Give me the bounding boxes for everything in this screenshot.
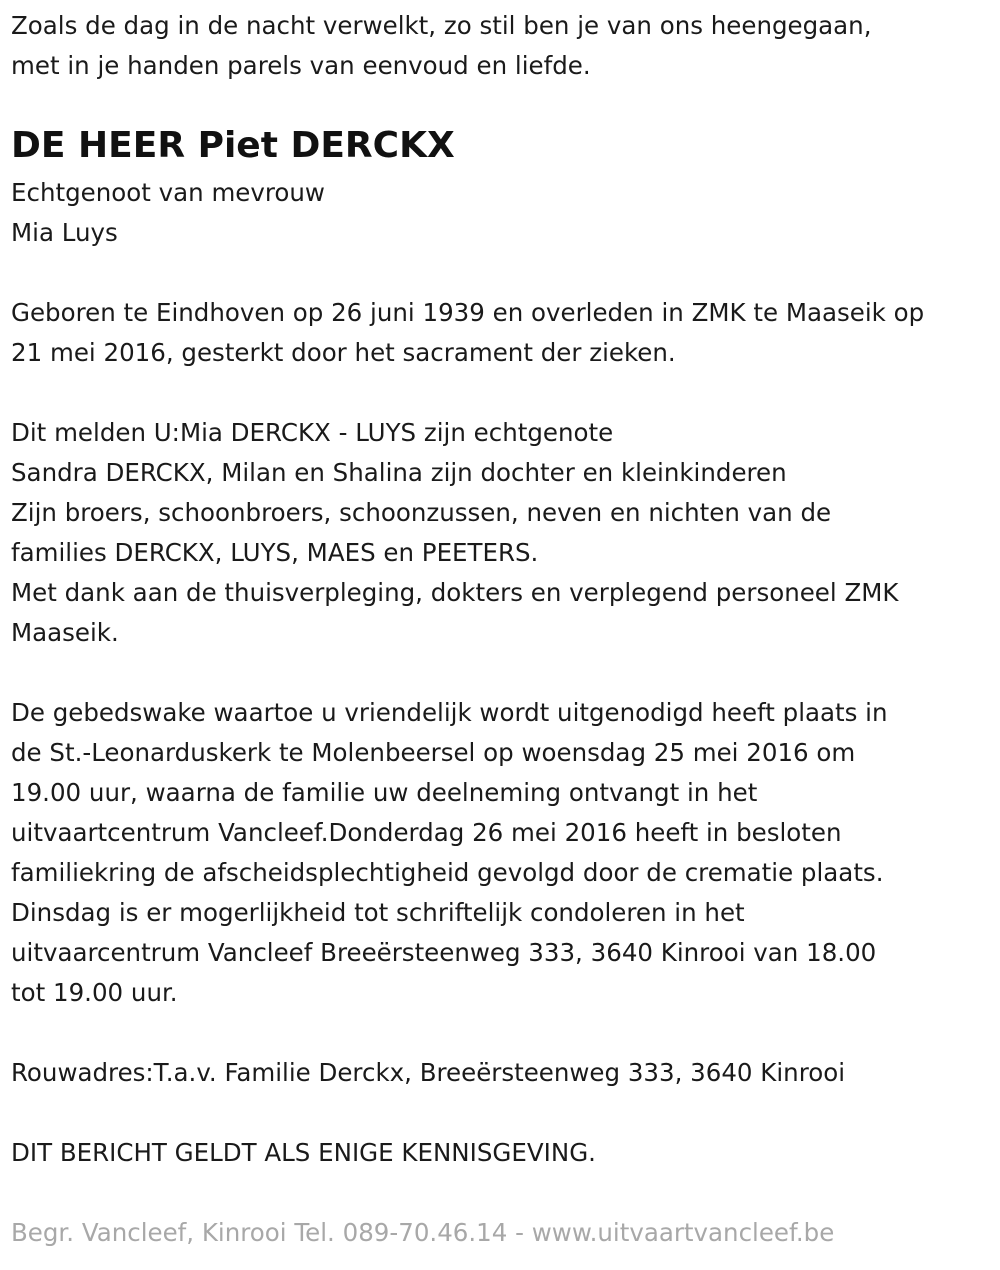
notice-statement: DIT BERICHT GELDT ALS ENIGE KENNISGEVING. — [11, 1138, 596, 1167]
wake-line: 19.00 uur, waarna de familie uw deelneming ontvangt in het — [11, 778, 758, 807]
announcement-line: families DERCKX, LUYS, MAES en PEETERS. — [11, 538, 539, 567]
announcement-line: Dit melden U:Mia DERCKX - LUYS zijn echtgenote — [11, 418, 614, 447]
birth-death-line: 21 mei 2016, gesterkt door het sacrament der zieken. — [11, 338, 676, 367]
mourning-address: Rouwadres:T.a.v. Familie Derckx, Breeërsteenweg 333, 3640 Kinrooi — [11, 1058, 846, 1087]
announcement-line: Met dank aan de thuisverpleging, dokters en verplegend personeel ZMK — [11, 578, 899, 607]
announcement-line: Maaseik. — [11, 618, 119, 647]
wake-line: Dinsdag is er mogerlijkheid tot schriftelijk condoleren in het — [11, 898, 745, 927]
wake-line: uitvaarcentrum Vancleef Breeërsteenweg 333, 3640 Kinrooi van 18.00 — [11, 938, 877, 967]
spouse-info — [11, 173, 325, 253]
birth-death-line: Geboren te Eindhoven op 26 juni 1939 en overleden in ZMK te Maaseik op — [11, 298, 925, 327]
birth-death-paragraph — [11, 293, 924, 373]
deceased-name-title: DE HEER Piet DERCKX — [11, 125, 455, 166]
wake-line: tot 19.00 uur. — [11, 978, 178, 1007]
wake-line: familiekring de afscheidsplechtigheid gevolgd door de crematie plaats. — [11, 858, 884, 887]
wake-line: de St.-Leonarduskerk te Molenbeersel op woensdag 25 mei 2016 om — [11, 738, 856, 767]
announcement-paragraph — [11, 413, 898, 653]
announcement-line: Zijn broers, schoonbroers, schoonzussen, neven en nichten van de — [11, 498, 832, 527]
announcement-line: Sandra DERCKX, Milan en Shalina zijn dochter en kleinkinderen — [11, 458, 787, 487]
wake-line: De gebedswake waartoe u vriendelijk wordt uitgenodigd heeft plaats in — [11, 698, 888, 727]
spouse-line: Echtgenoot van mevrouw — [11, 178, 325, 207]
funeral-home-footer: Begr. Vancleef, Kinrooi Tel. 089-70.46.14 - www.uitvaartvancleef.be — [11, 1218, 835, 1247]
intro-line: Zoals de dag in de nacht verwelkt, zo stil ben je van ons heengegaan, — [11, 11, 872, 40]
intro-line: met in je handen parels van eenvoud en liefde. — [11, 51, 591, 80]
intro-verse — [11, 6, 872, 86]
wake-line: uitvaartcentrum Vancleef.Donderdag 26 mei 2016 heeft in besloten — [11, 818, 842, 847]
wake-paragraph — [11, 693, 888, 1013]
spouse-name: Mia Luys — [11, 218, 118, 247]
